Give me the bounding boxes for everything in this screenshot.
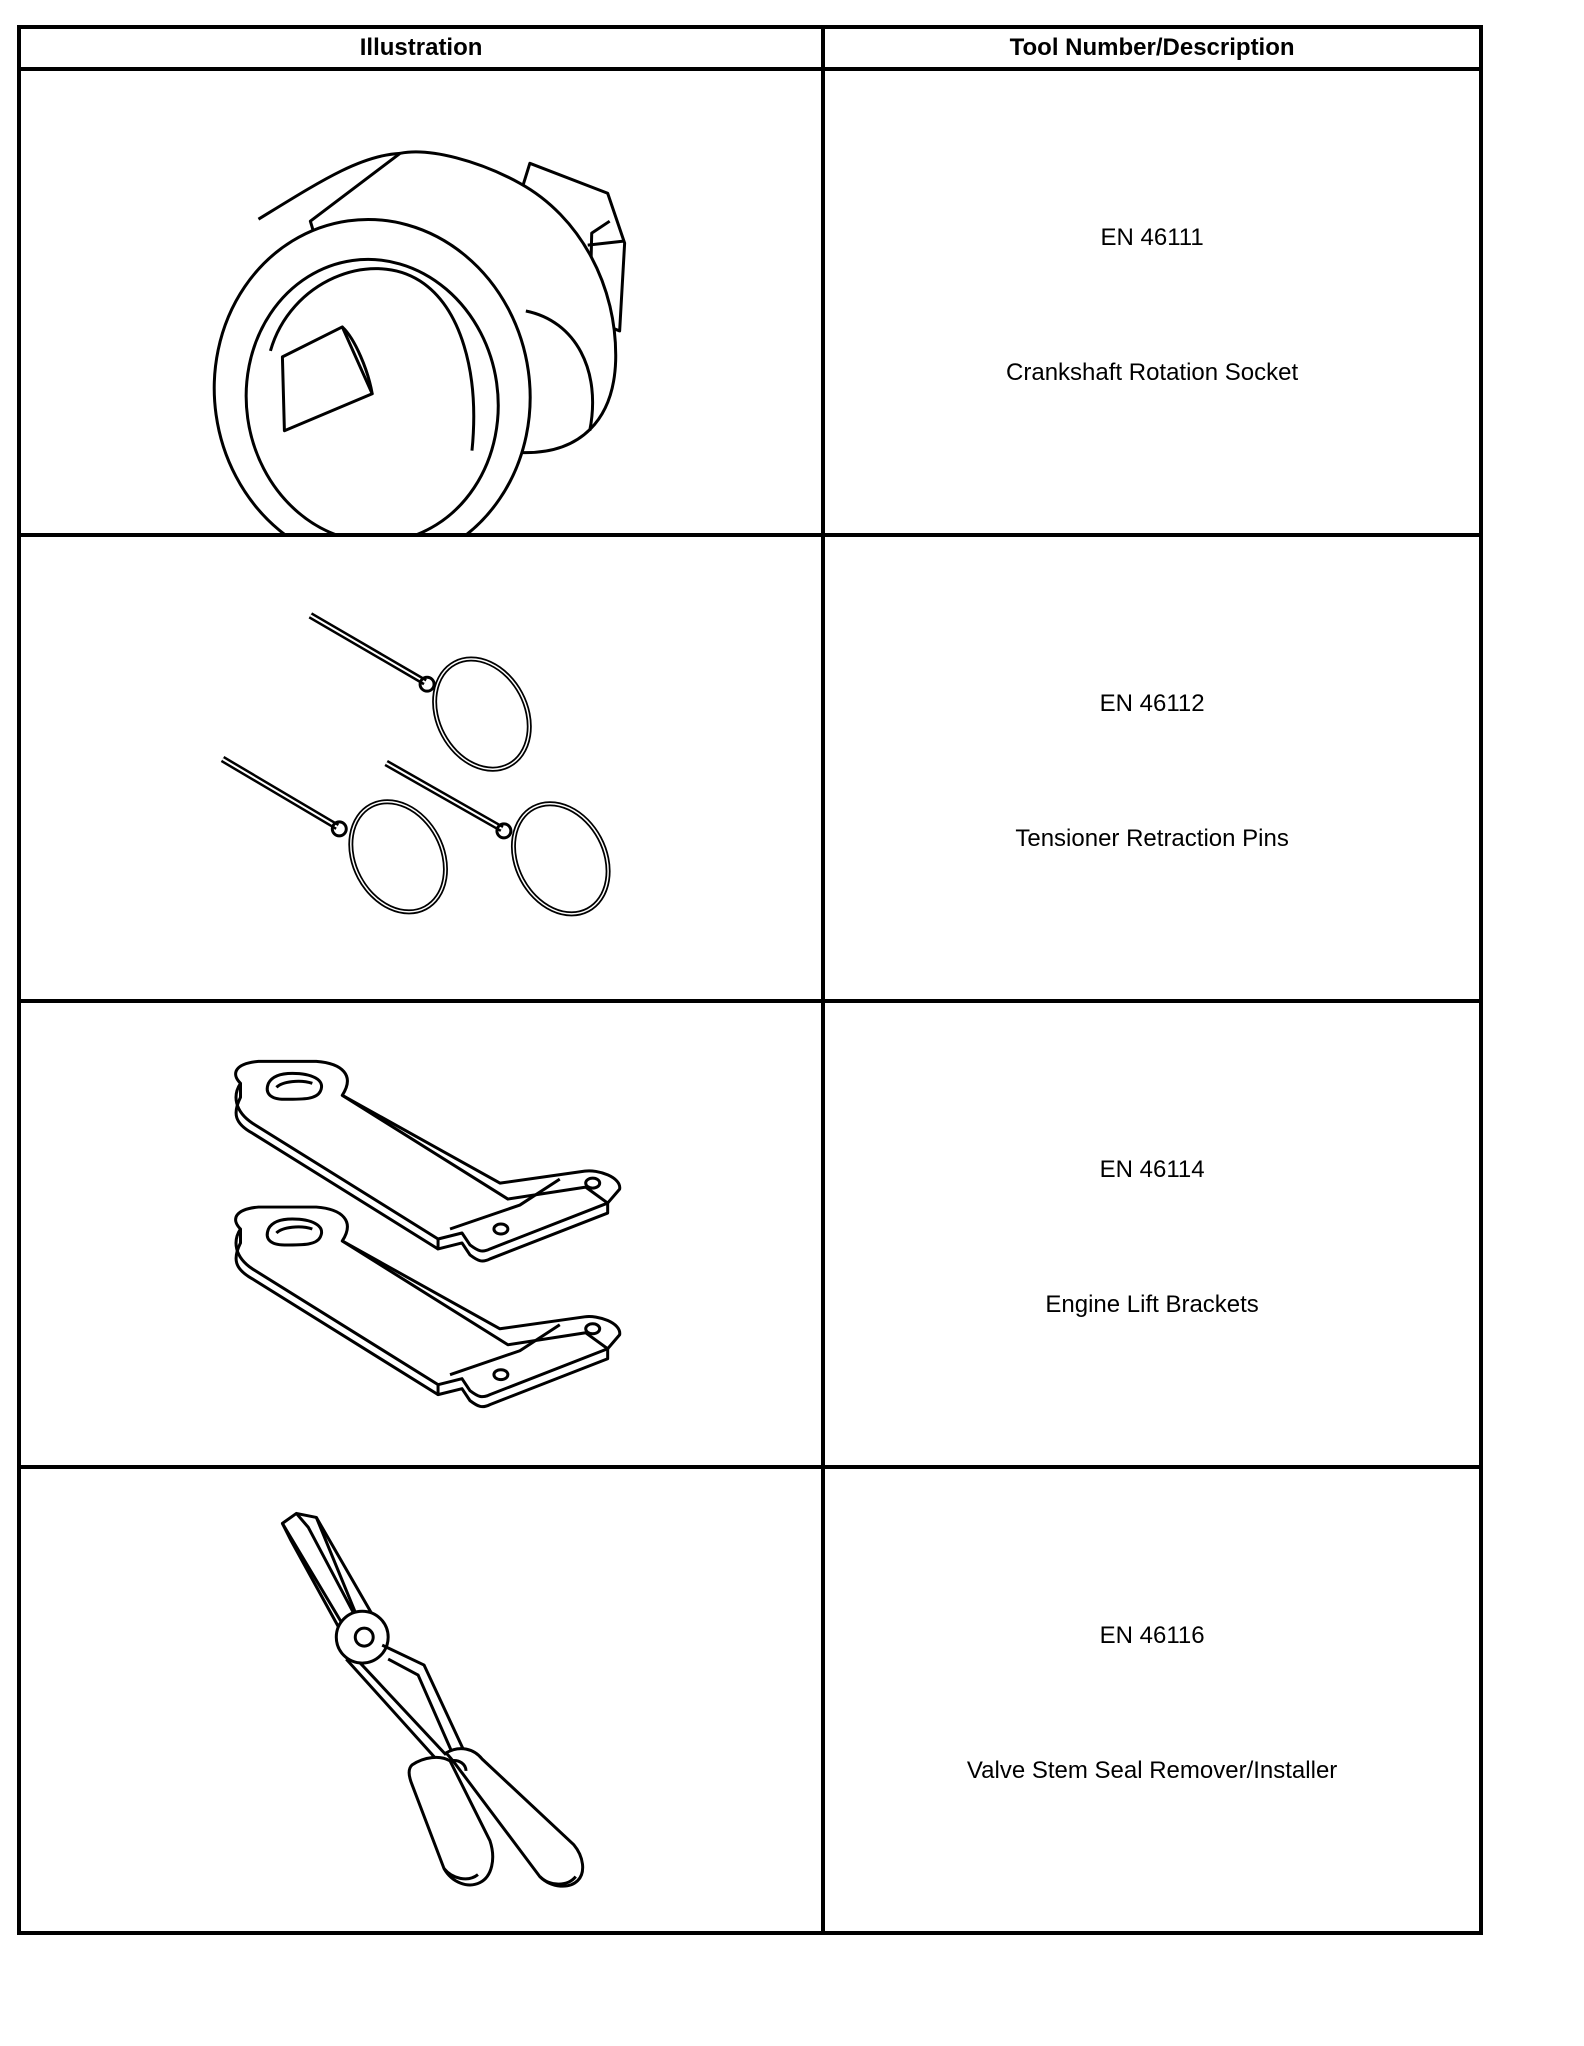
illustration-cell	[19, 1001, 823, 1467]
tensioner-retraction-pins-icon	[21, 537, 821, 999]
illustration-cell	[19, 69, 823, 535]
tool-description: Tensioner Retraction Pins	[1015, 825, 1289, 852]
table-row	[19, 69, 1481, 535]
tool-description: Engine Lift Brackets	[1045, 1291, 1259, 1318]
engine-lift-brackets-icon	[21, 1003, 821, 1465]
tool-number: EN 46112	[1099, 690, 1205, 717]
description-cell	[823, 69, 1481, 535]
tool-number: EN 46111	[1100, 224, 1204, 251]
description-cell	[823, 1001, 1481, 1467]
illustration-header: Illustration	[19, 27, 823, 69]
table-row	[19, 535, 1481, 1001]
special-tools-table	[17, 25, 1483, 1935]
tool-description: Valve Stem Seal Remover/Installer	[966, 1757, 1338, 1784]
illustration-cell	[19, 1467, 823, 1933]
tool-number: EN 46116	[1099, 1622, 1205, 1649]
tool-description: Crankshaft Rotation Socket	[1006, 359, 1299, 386]
table-row	[19, 1001, 1481, 1467]
table-row	[19, 1467, 1481, 1933]
header-row	[19, 27, 1481, 69]
description-cell	[823, 535, 1481, 1001]
illustration-cell	[19, 535, 823, 1001]
tool-number-description-header: Tool Number/Description	[823, 27, 1481, 69]
tool-number: EN 46114	[1099, 1156, 1205, 1183]
description-cell	[823, 1467, 1481, 1933]
crankshaft-rotation-socket-icon	[21, 71, 821, 533]
valve-stem-seal-pliers-icon	[21, 1469, 821, 1931]
